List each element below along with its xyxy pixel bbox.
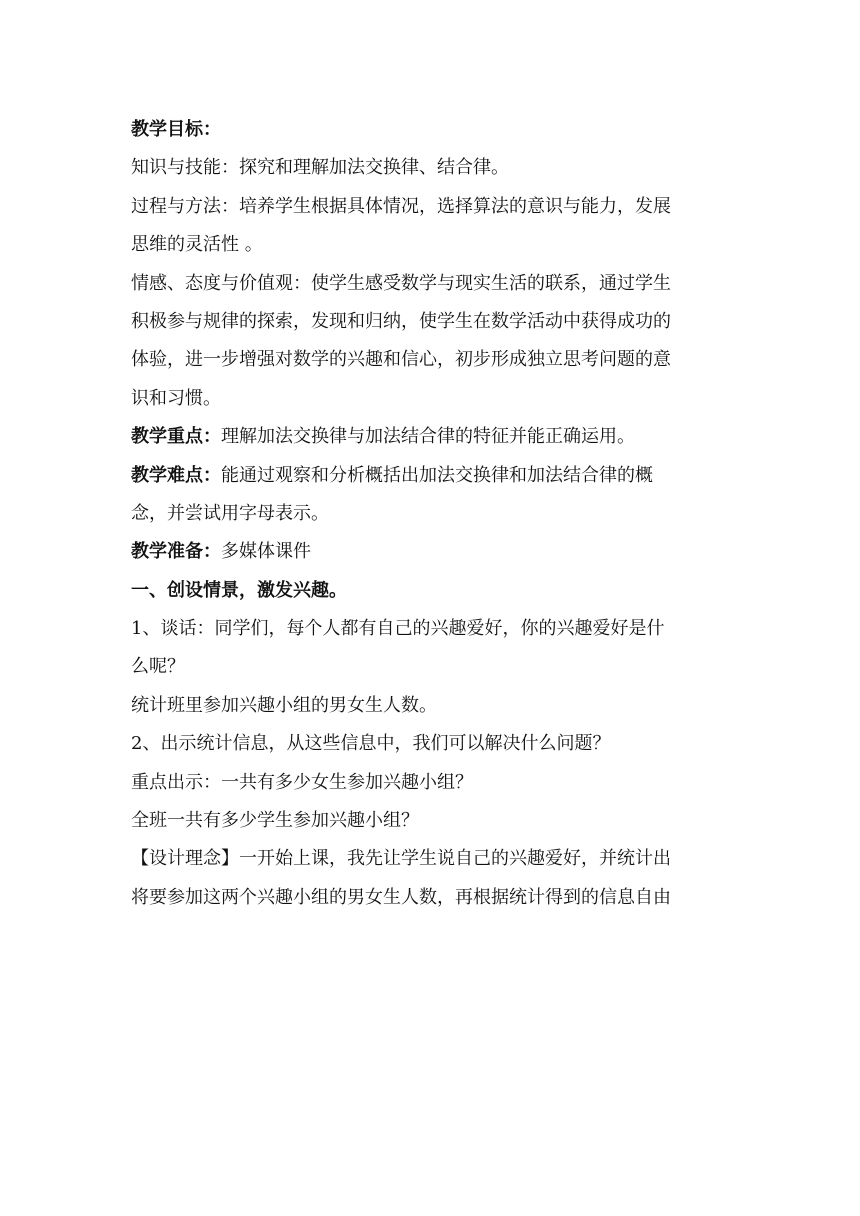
preparation-line (131, 533, 731, 571)
preparation-text: 多媒体课件 (221, 541, 311, 563)
document-body (131, 111, 731, 917)
emotion-values-line-cont: 积极参与规律的探索，发现和归纳，使学生在数学活动中获得成功的 (131, 310, 671, 332)
design-concept-line: 【设计理念】一开始上课，我先让学生说自己的兴趣爱好，并统计出 (131, 848, 671, 870)
design-concept-line-cont: 将要参加这两个兴趣小组的男女生人数，再根据统计得到的信息自由 (131, 886, 671, 908)
stats-line: 统计班里参加兴趣小组的男女生人数。 (131, 694, 437, 716)
focus-line: 重点出示：一共有多少女生参加兴趣小组？ (131, 771, 473, 793)
key-points-label: 教学重点： (131, 426, 221, 448)
talk-line-cont: 么呢？ (131, 656, 185, 678)
show-info-line: 2、出示统计信息，从这些信息中，我们可以解决什么问题？ (131, 733, 611, 755)
process-methods-line: 过程与方法：培养学生根据具体情况，选择算法的意识与能力，发展 (131, 195, 671, 217)
talk-line: 1、谈话：同学们，每个人都有自己的兴趣爱好，你的兴趣爱好是什 (131, 618, 665, 640)
emotion-values-line: 情感、态度与价值观：使学生感受数学与现实生活的联系，通过学生 (131, 272, 671, 294)
key-points-line (131, 418, 731, 456)
key-points-text: 理解加法交换律与加法结合律的特征并能正确运用。 (221, 426, 635, 448)
section-heading: 一、创设情景，激发兴趣。 (131, 579, 347, 601)
objectives-heading: 教学目标： (131, 119, 221, 140)
preparation-label: 教学准备： (131, 541, 221, 563)
knowledge-skills-line: 知识与技能：探究和理解加法交换律、结合律。 (131, 157, 509, 179)
difficulty-label: 教学难点： (131, 464, 221, 486)
difficulty-line (131, 457, 731, 495)
class-question-line: 全班一共有多少学生参加兴趣小组？ (131, 810, 419, 832)
process-methods-line-cont: 思维的灵活性 。 (131, 234, 263, 256)
emotion-values-line-cont: 体验，进一步增强对数学的兴趣和信心，初步形成独立思考问题的意 (131, 349, 671, 371)
emotion-values-line-cont: 识和习惯。 (131, 387, 221, 409)
difficulty-text: 能通过观察和分析概括出加法交换律和加法结合律的概 (221, 464, 653, 486)
difficulty-line-cont: 念，并尝试用字母表示。 (131, 502, 329, 524)
